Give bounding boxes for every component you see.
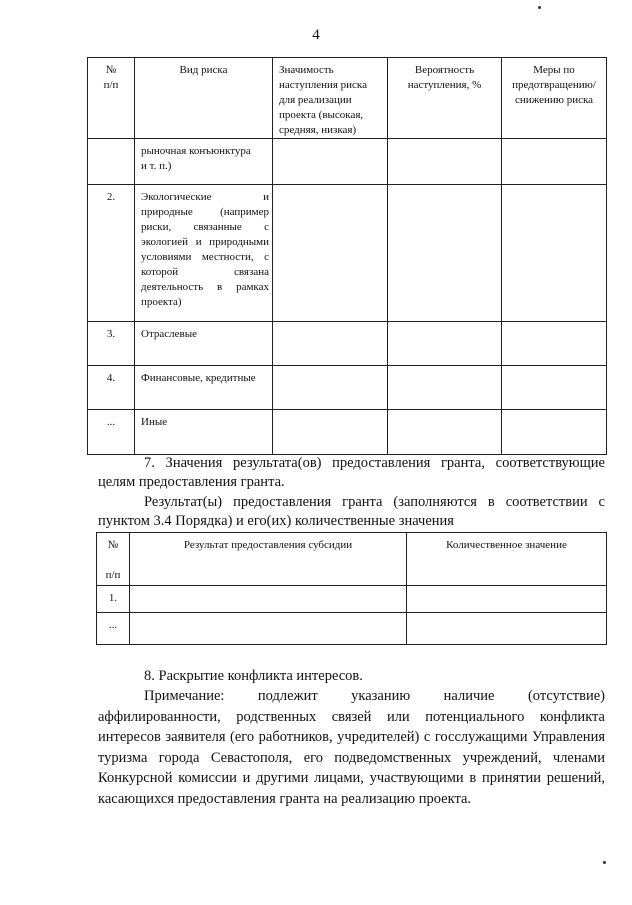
scan-speck [538,6,541,9]
section-8-note: Примечание: подлежит указанию наличие (отсутствие) аффилированности, родственных связей или потенциального конфликта интересов заявителя (его работников, учредителей) с госслужащими Управления туризма города Севастополя, его подведомственных учреждений, членами Конкурсной комиссии и другими лицами, участвующими в принятии решений, касающихся предоставления гранта на реализацию проекта. [98,688,605,807]
quantity-cell[interactable] [407,613,607,645]
header-result: Результат предоставления субсидии [130,533,407,586]
header-num: № п/п [97,533,130,586]
quantity-cell[interactable] [407,586,607,613]
measures-cell[interactable] [502,410,607,455]
result-cell[interactable] [130,586,407,613]
measures-cell[interactable] [502,366,607,410]
section-7-text: Результат(ы) предоставления гранта (заполняются в соответствии с пунктом 3.4 Порядка) и его(их) количественные значения [98,494,605,529]
header-significance: Значимость наступления риска для реализации проекта (высокая, средняя, низкая) [273,58,388,139]
header-num: № п/п [88,58,135,139]
row-num: 1. [97,586,130,613]
scan-speck [603,861,606,864]
header-measures: Меры по предотвращению/ снижению риска [502,58,607,139]
significance-cell[interactable] [273,322,388,366]
probability-cell[interactable] [388,410,502,455]
probability-cell[interactable] [388,322,502,366]
probability-cell[interactable] [388,139,502,185]
row-risk-type: Иные [135,410,273,455]
row-num [88,139,135,185]
row-risk-type: Отраслевые [135,322,273,366]
table-row [97,586,607,613]
probability-cell[interactable] [388,366,502,410]
table-row [97,613,607,645]
measures-cell[interactable] [502,139,607,185]
page-number: 4 [312,27,320,43]
measures-cell[interactable] [502,322,607,366]
row-num: 2. [88,185,135,322]
table-row [88,185,607,322]
risk-table-header [88,58,607,139]
significance-cell[interactable] [273,185,388,322]
header-risk-type: Вид риска [135,58,273,139]
header-probability: Вероятность наступления, % [388,58,502,139]
table-row [88,366,607,410]
row-num: ... [88,410,135,455]
result-table-header [97,533,607,586]
row-num: 3. [88,322,135,366]
probability-cell[interactable] [388,185,502,322]
result-cell[interactable] [130,613,407,645]
section-8-heading: 8. Раскрытие конфликта интересов. [144,668,363,684]
significance-cell[interactable] [273,139,388,185]
row-risk-type: рыночная конъюнктура и т. п.) [135,139,273,185]
significance-cell[interactable] [273,366,388,410]
row-risk-type: Финансовые, кредитные [135,366,273,410]
table-row [88,322,607,366]
significance-cell[interactable] [273,410,388,455]
table-row [88,139,607,185]
row-num: ... [97,613,130,645]
table-row [88,410,607,455]
result-table [96,532,607,645]
header-quantity: Количественное значение [407,533,607,586]
risk-table [87,57,607,455]
section-7-heading: 7. Значения результата(ов) предоставления гранта, соответствующие целям предоставления гранта. [98,455,605,490]
measures-cell[interactable] [502,185,607,322]
row-num: 4. [88,366,135,410]
row-risk-type: Экологические и природные (например риски, связанные с экологией и природными условиями местности, с которой связана деятельность в рамках проекта) [135,185,273,322]
